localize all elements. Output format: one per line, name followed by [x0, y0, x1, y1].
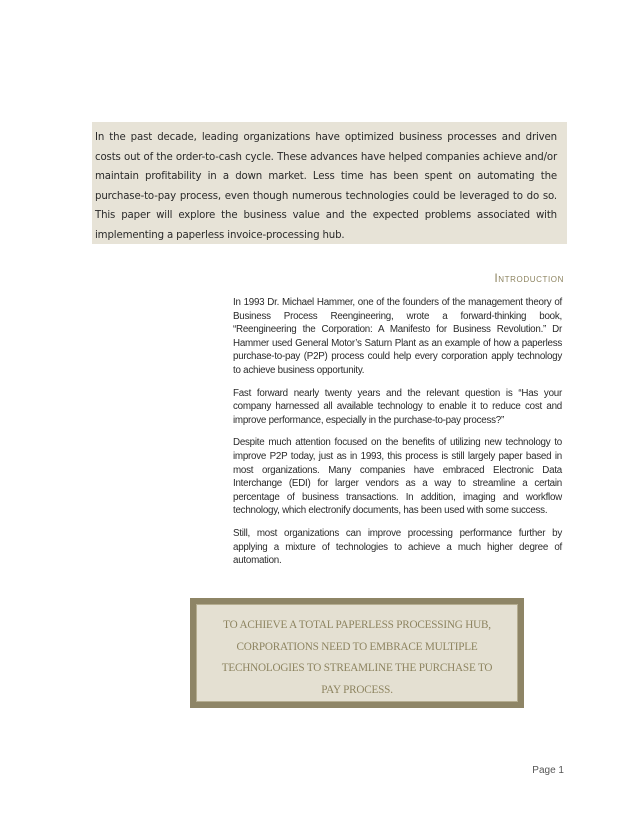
section-heading: Introduction	[494, 271, 564, 285]
pullquote-box	[196, 604, 518, 702]
pullquote-frame	[190, 598, 524, 708]
paragraph: Despite much attention focused on the benefits of utilizing new technology to improve P2P today, just as in 1993, this process is still largely paper based in most organizations. Many companies have embraced Electronic Data Interchange (EDI) for larger vendors as a way to streamline a certain percentage of business transactions. In addition, imaging and workflow technology, which electronify documents, has been used with some success.	[233, 437, 562, 517]
page-number: Page 1	[532, 765, 564, 776]
body-text	[233, 296, 562, 577]
abstract-box	[92, 122, 567, 244]
paragraph: Fast forward nearly twenty years and the relevant question is “Has your company harnessed all available technology to enable it to reduce cost and improve performance, especially in the purchase-to-pay process?”	[233, 387, 562, 426]
paragraph: Still, most organizations can improve processing performance further by applying a mixture of technologies to achieve a much higher degree of automation.	[233, 527, 562, 567]
pullquote-text: TO ACHIEVE A TOTAL PAPERLESS PROCESSING HUB, CORPORATIONS NEED TO EMBRACE MULTIPLE TECHNOLOGIES TO STREAMLINE THE PURCHASE TO PAY PROCESS.	[221, 619, 493, 696]
abstract-text: In the past decade, leading organizations have optimized business processes and driven costs out of the order-to-cash cycle. These advances have helped companies achieve and/or maintain profitability in a down market. Less time has been spent on automating the purchase-to-pay process, even though numerous technologies could be leveraged to do so. This paper will explore the business value and the expected problems associated with implementing a paperless invoice-processing hub.	[95, 132, 557, 241]
paragraph: In 1993 Dr. Michael Hammer, one of the founders of the management theory of Business Process Reengineering, wrote a forward-thinking book, “Reengineering the Corporation: A Manifesto for Business Revolution.” Dr Hammer used General Motor’s Saturn Plant as an example of how a paperless purchase-to-pay (P2P) process could help every corporation apply technology to achieve business opportunity.	[233, 297, 562, 376]
